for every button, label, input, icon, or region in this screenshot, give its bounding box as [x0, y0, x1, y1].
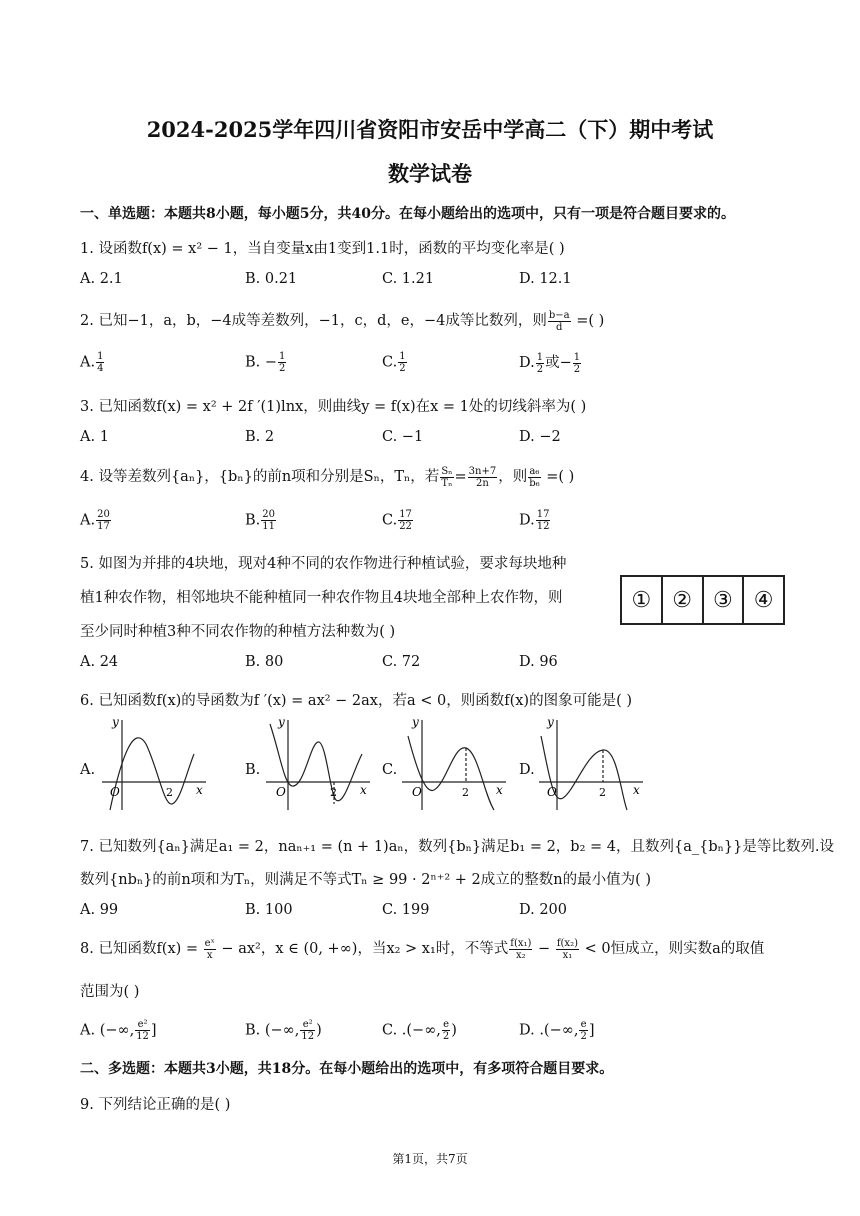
q6c-tick: 2: [462, 786, 469, 799]
q5-option-b: B. 80: [245, 654, 284, 670]
q6c-axis-y: y: [412, 715, 419, 729]
q6a-axis-x: x: [196, 783, 203, 797]
q1-option-c: C. 1.21: [382, 271, 435, 287]
q7-option-b: B. 100: [245, 902, 293, 918]
q6-label-a: A.: [80, 762, 96, 778]
q2-option-b: B. − $\frac{1}{2}$: [245, 351, 286, 374]
q6a-axis-y: y: [112, 715, 119, 729]
question-7-line-2: 数列{nbₙ}的前n项和为Tₙ，则满足不等式Tₙ ≥ 99 · 2ⁿ⁺² + 2成立的整数n的最小值为( ): [80, 872, 652, 888]
question-5-line-2: 植1种农作物，相邻地块不能种植同一种农作物且4块地全部种上农作物，则: [80, 590, 563, 606]
q6-label-b: B.: [245, 762, 261, 778]
q6-label-c: C.: [382, 762, 398, 778]
q7-option-c: C. 199: [382, 902, 430, 918]
question-5-line-1: 5. 如图为并排的4块地，现对4种不同的农作物进行种植试验，要求每块地种: [80, 556, 567, 572]
q8-option-d: D. .(−∞, $\frac{e}{2}$ ]: [519, 1019, 595, 1042]
q6d-axis-y: y: [547, 715, 554, 729]
section-single-choice: 一、单选题：本题共8小题，每小题5分，共40分。在每小题给出的选项中，只有一项是符合题目要求的。: [80, 206, 735, 222]
question-9: 9. 下列结论正确的是( ): [80, 1097, 231, 1113]
q6-graph-b: [262, 714, 374, 814]
q2-option-c: C. $\frac{1}{2}$: [382, 351, 406, 374]
q4-option-b: B. $\frac{20}{11}$: [245, 509, 275, 532]
q1-option-d: D. 12.1: [519, 271, 572, 287]
plot-3: ③: [704, 577, 745, 623]
question-6: 6. 已知函数f(x)的导函数为f ′(x) = ax² − 2ax，若a < 0，则函数f(x)的图象可能是( ): [80, 693, 632, 709]
q6d-tick: 2: [599, 786, 606, 799]
q2-fraction: $\frac{b-a}{d}$: [548, 309, 570, 333]
plots-diagram: [620, 575, 785, 625]
q4-option-c: C. $\frac{17}{22}$: [382, 509, 412, 532]
q3-option-b: B. 2: [245, 429, 275, 445]
q6c-axis-x: x: [496, 783, 503, 797]
q3-option-d: D. −2: [519, 429, 561, 445]
q6-label-d: D.: [519, 762, 535, 778]
q6d-axis-x: x: [633, 783, 640, 797]
question-5-line-3: 至少同时种植3种不同农作物的种植方法种数为( ): [80, 624, 396, 640]
q2-option-d: D. $\frac{1}{2}$ 或− $\frac{1}{2}$: [519, 351, 581, 375]
q6b-axis-y: y: [278, 715, 285, 729]
q8-option-b: B. (−∞, $\frac{\text{e²}}{12}$ ): [245, 1019, 322, 1042]
question-8-line-1: 8. 已知函数f(x) = $\frac{\text{eˣ}}{x}$ − ax²，x ∈ (0, +∞)，当x₂ > x₁时，不等式 $\frac{\text{f(x₁)}}{\text{x₂}}$ − $\frac{\text{f(x₂)}}{\text{x₁}}$ < 0恒成立，则实数a的取值: [80, 937, 765, 961]
question-8-line-2: 范围为( ): [80, 984, 140, 1000]
q4-option-d: D. $\frac{17}{12}$: [519, 509, 550, 532]
page-title: 2024-2025学年四川省资阳市安岳中学高二（下）期中考试: [146, 117, 714, 142]
q6-graph-c: [398, 714, 510, 814]
q6b-axis-x: x: [360, 783, 367, 797]
q8-option-a: A. (−∞, $\frac{\text{e²}}{12}$ ]: [80, 1019, 157, 1042]
q6a-origin: O: [110, 785, 120, 799]
q6a-tick: 2: [166, 786, 173, 799]
q6-graph-d: [535, 714, 647, 814]
question-3: 3. 已知函数f(x) = x² + 2f ′(1)lnx，则曲线y = f(x)在x = 1处的切线斜率为( ): [80, 399, 587, 415]
plot-1: ①: [622, 577, 663, 623]
q6b-tick: 2: [330, 786, 337, 799]
page-subtitle: 数学试卷: [388, 161, 472, 186]
section-multi-choice: 二、多选题：本题共3小题，共18分。在每小题给出的选项中，有多项符合题目要求。: [80, 1061, 614, 1077]
plot-4: ④: [753, 587, 774, 613]
q3-option-a: A. 1: [80, 429, 109, 445]
q6-graph-a: [98, 714, 210, 814]
q2-option-a: A. $\frac{1}{4}$: [80, 351, 104, 374]
question-1: 1. 设函数f(x) = x² − 1，当自变量x由1变到1.1时，函数的平均变化率是( ): [80, 241, 565, 257]
question-2: 2. 已知−1，a，b，−4成等差数列，−1，c，d，e，−4成等比数列，则 $\frac{b-a}{d}$ =( ): [80, 309, 605, 333]
page-footer: 第1页，共7页: [392, 1152, 468, 1166]
q1-option-a: A. 2.1: [80, 271, 123, 287]
q6c-origin: O: [412, 785, 422, 799]
question-7-line-1: 7. 已知数列{aₙ}满足a₁ = 2，naₙ₊₁ = (n + 1)aₙ，数列{bₙ}满足b₁ = 2，b₂ = 4，且数列{a_{bₙ}}是等比数列.设: [80, 839, 834, 855]
question-4: 4. 设等差数列{aₙ}，{bₙ}的前n项和分别是Sₙ，Tₙ，若 $\frac{\text{Sₙ}}{\text{Tₙ}}$ = $\frac{3n+7}{2n}$ ，则 $\frac{\text{a₆}}{\text{b₆}}$ =( ): [80, 465, 575, 489]
plot-2: ②: [663, 577, 704, 623]
q4-option-a: A. $\frac{20}{17}$: [80, 509, 110, 532]
q6d-origin: O: [547, 785, 557, 799]
q5-option-d: D. 96: [519, 654, 558, 670]
q1-option-b: B. 0.21: [245, 271, 298, 287]
q5-option-a: A. 24: [80, 654, 119, 670]
q5-option-c: C. 72: [382, 654, 421, 670]
q8-option-c: C. .(−∞, $\frac{e}{2}$ ): [382, 1019, 457, 1042]
q7-option-a: A. 99: [80, 902, 119, 918]
q3-option-c: C. −1: [382, 429, 424, 445]
q6b-origin: O: [276, 785, 286, 799]
q7-option-d: D. 200: [519, 902, 568, 918]
